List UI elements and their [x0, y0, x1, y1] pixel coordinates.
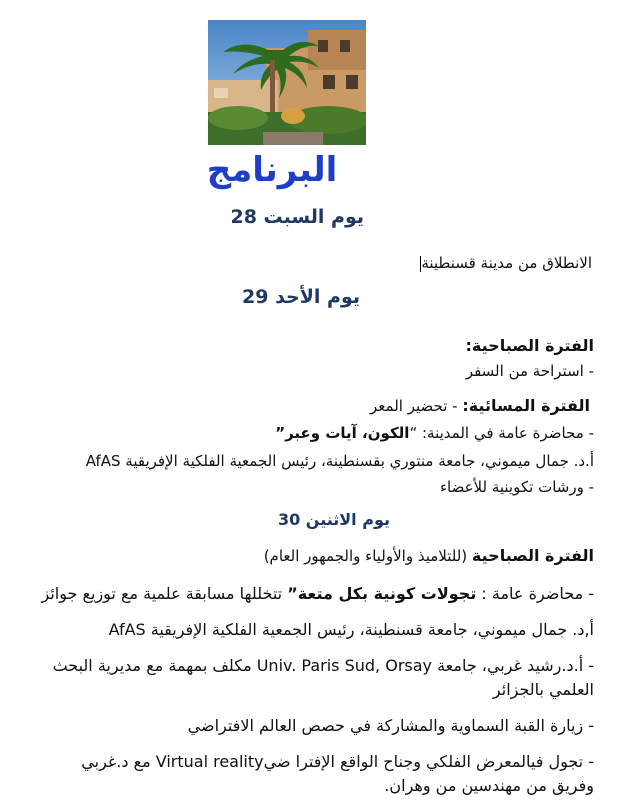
sunday-lecture-line: - محاضرة عامة في المدينة: “الكون، آيات وعبر” — [275, 424, 594, 442]
monday-item4-line1: - تجول فيالمعرض الفلكي وجناح الواقع الإفترا ضيVirtual reality مع د.غربي — [81, 752, 594, 771]
sunday-morning-label: الفترة الصباحية: — [465, 336, 594, 355]
sunday-speaker-line: أ.د. جمال ميموني، جامعة منتوري بقسنطينة، رئيس الجمعية الفلكية الإفريقية AfAS — [85, 452, 594, 470]
departure-text: الانطلاق من مدينة قسنطينة — [421, 254, 592, 272]
page-title: البرنامج — [206, 150, 338, 190]
monday-item4-line2: وفريق من مهندسين من وهران. — [384, 776, 594, 795]
day-heading-sunday: يوم الأحد 29 — [242, 286, 360, 308]
monday-item2-line1: - أ.د.رشيد غربي، جامعة Univ. Paris Sud, Orsay مكلف بمهمة مع مديرية البحث — [52, 656, 594, 675]
monday-item2-line2: العلمي بالجزائر — [492, 680, 594, 699]
header-photo — [208, 20, 366, 145]
day-heading-monday: يوم الاثنين 30 — [277, 510, 390, 529]
monday-morning-line: الفترة الصباحية (للتلاميذ والأولياء والجمهور العام) — [263, 546, 594, 565]
monday-speaker-line: أ,د. جمال ميموني، جامعة قسنطينة، رئيس الجمعية الفلكية الإفريقية AfAS — [108, 620, 594, 639]
day-heading-saturday: يوم السبت 28 — [230, 206, 364, 228]
sunday-workshops-line: - ورشات تكوينية للأعضاء — [439, 478, 594, 496]
monday-item3-line: - زيارة القبة السماوية والمشاركة في حصص العالم الافتراضي — [187, 716, 594, 735]
sunday-morning-item: - استراحة من السفر — [465, 362, 594, 380]
monday-lecture-line: - محاضرة عامة : تجولات كونية بكل متعة” تتخللها مسابقة علمية مع توزيع جوائز — [41, 584, 594, 603]
sunday-evening-line: الفترة المسائية: - تحضير المعر — [370, 396, 590, 415]
